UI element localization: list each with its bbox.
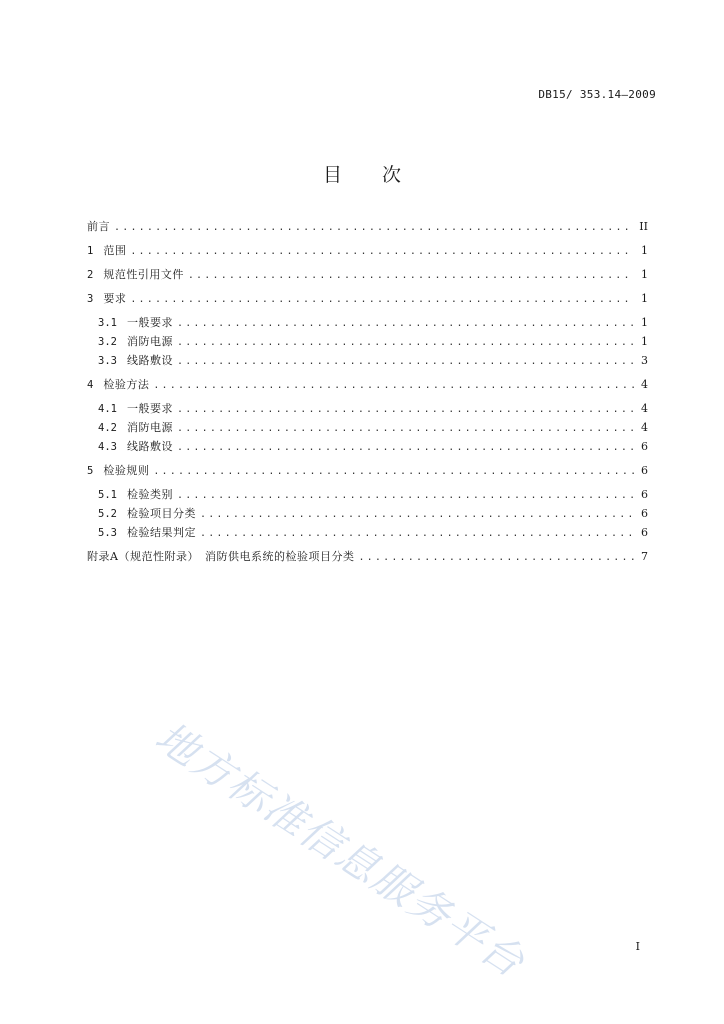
document-code: DB15/ 353.14—2009 [538, 88, 656, 101]
toc-entry-title: 范围 [103, 244, 127, 257]
toc-entry-title: 前言 [87, 220, 110, 233]
toc-entry-number: 4.2 [98, 422, 117, 434]
toc-entry[interactable] [87, 242, 648, 261]
table-of-contents [87, 218, 648, 567]
toc-entry-page: 1 [641, 268, 648, 281]
toc-entry-page: 6 [641, 526, 648, 539]
toc-leader-dots [177, 318, 634, 329]
toc-leader-dots [177, 404, 634, 415]
toc-entry-number: 2 [87, 269, 94, 281]
toc-entry[interactable] [87, 524, 648, 543]
toc-entry-number: 4.1 [98, 403, 117, 415]
toc-leader-dots [177, 442, 634, 453]
watermark: 地方标准信息服务平台 [146, 712, 534, 987]
toc-entry-title: 检验方法 [103, 378, 150, 391]
toc-entry[interactable] [87, 266, 648, 285]
toc-entry[interactable] [87, 400, 648, 419]
toc-entry-title: 检验类别 [126, 488, 173, 501]
toc-entry-title: 线路敷设 [126, 440, 173, 453]
toc-entry-title: 消防电源 [126, 421, 173, 434]
toc-entry[interactable] [87, 218, 648, 237]
toc-leader-dots [200, 509, 634, 520]
toc-entry[interactable] [87, 462, 648, 481]
toc-entry-page: 1 [641, 244, 648, 257]
toc-leader-dots [200, 528, 634, 539]
toc-entry-number: 5.3 [98, 527, 117, 539]
toc-leader-dots [153, 466, 634, 477]
toc-entry[interactable] [87, 376, 648, 395]
toc-entry-title: 检验结果判定 [126, 526, 196, 539]
toc-entry-title: 检验规则 [103, 464, 150, 477]
toc-entry-number: 4 [87, 379, 94, 391]
toc-entry-page: 4 [641, 402, 648, 415]
toc-leader-dots [177, 423, 634, 434]
toc-entry-page: 6 [641, 507, 648, 520]
page-number: I [635, 940, 640, 953]
toc-leader-dots [114, 222, 633, 233]
toc-entry-page: 4 [641, 421, 648, 434]
toc-entry-page: 1 [641, 292, 648, 305]
toc-entry-title: 一般要求 [126, 316, 173, 329]
toc-entry-page: 7 [641, 550, 648, 563]
title-char-2: 次 [382, 164, 402, 186]
toc-entry[interactable] [87, 486, 648, 505]
toc-entry-number: 5.2 [98, 508, 117, 520]
toc-entry-page: II [639, 220, 648, 233]
toc-entry-page: 4 [641, 378, 648, 391]
toc-entry-number: 4.3 [98, 441, 117, 453]
toc-entry-page: 6 [641, 488, 648, 501]
toc-entry[interactable] [87, 438, 648, 457]
toc-leader-dots [358, 552, 634, 563]
toc-leader-dots [130, 246, 634, 257]
toc-entry[interactable] [87, 290, 648, 309]
toc-entry-number: 3.3 [98, 355, 117, 367]
toc-entry-appendix[interactable] [87, 548, 648, 567]
toc-entry-title: 要求 [103, 292, 127, 305]
toc-entry-number: 3.2 [98, 336, 117, 348]
toc-entry-title: 一般要求 [126, 402, 173, 415]
toc-entry-title: 附录A（规范性附录） 消防供电系统的检验项目分类 [87, 550, 355, 563]
toc-entry-page: 6 [641, 464, 648, 477]
title-char-1: 目 [322, 164, 342, 186]
toc-leader-dots [188, 270, 634, 281]
toc-leader-dots [177, 356, 634, 367]
toc-leader-dots [153, 380, 634, 391]
toc-entry-title: 线路敷设 [126, 354, 173, 367]
toc-entry-title: 检验项目分类 [126, 507, 196, 520]
toc-entry-title: 消防电源 [126, 335, 173, 348]
page-title [0, 160, 724, 187]
toc-entry-number: 3 [87, 293, 94, 305]
toc-entry-page: 3 [641, 354, 648, 367]
toc-entry-title: 规范性引用文件 [103, 268, 184, 281]
toc-entry-number: 5.1 [98, 489, 117, 501]
toc-entry[interactable] [87, 505, 648, 524]
toc-entry-number: 1 [87, 245, 94, 257]
toc-entry[interactable] [87, 419, 648, 438]
toc-leader-dots [177, 337, 634, 348]
toc-entry-number: 3.1 [98, 317, 117, 329]
toc-entry[interactable] [87, 314, 648, 333]
toc-entry[interactable] [87, 333, 648, 352]
toc-entry-page: 1 [641, 316, 648, 329]
toc-entry[interactable] [87, 352, 648, 371]
toc-entry-number: 5 [87, 465, 94, 477]
toc-leader-dots [177, 490, 634, 501]
toc-entry-page: 6 [641, 440, 648, 453]
toc-entry-page: 1 [641, 335, 648, 348]
toc-leader-dots [130, 294, 634, 305]
